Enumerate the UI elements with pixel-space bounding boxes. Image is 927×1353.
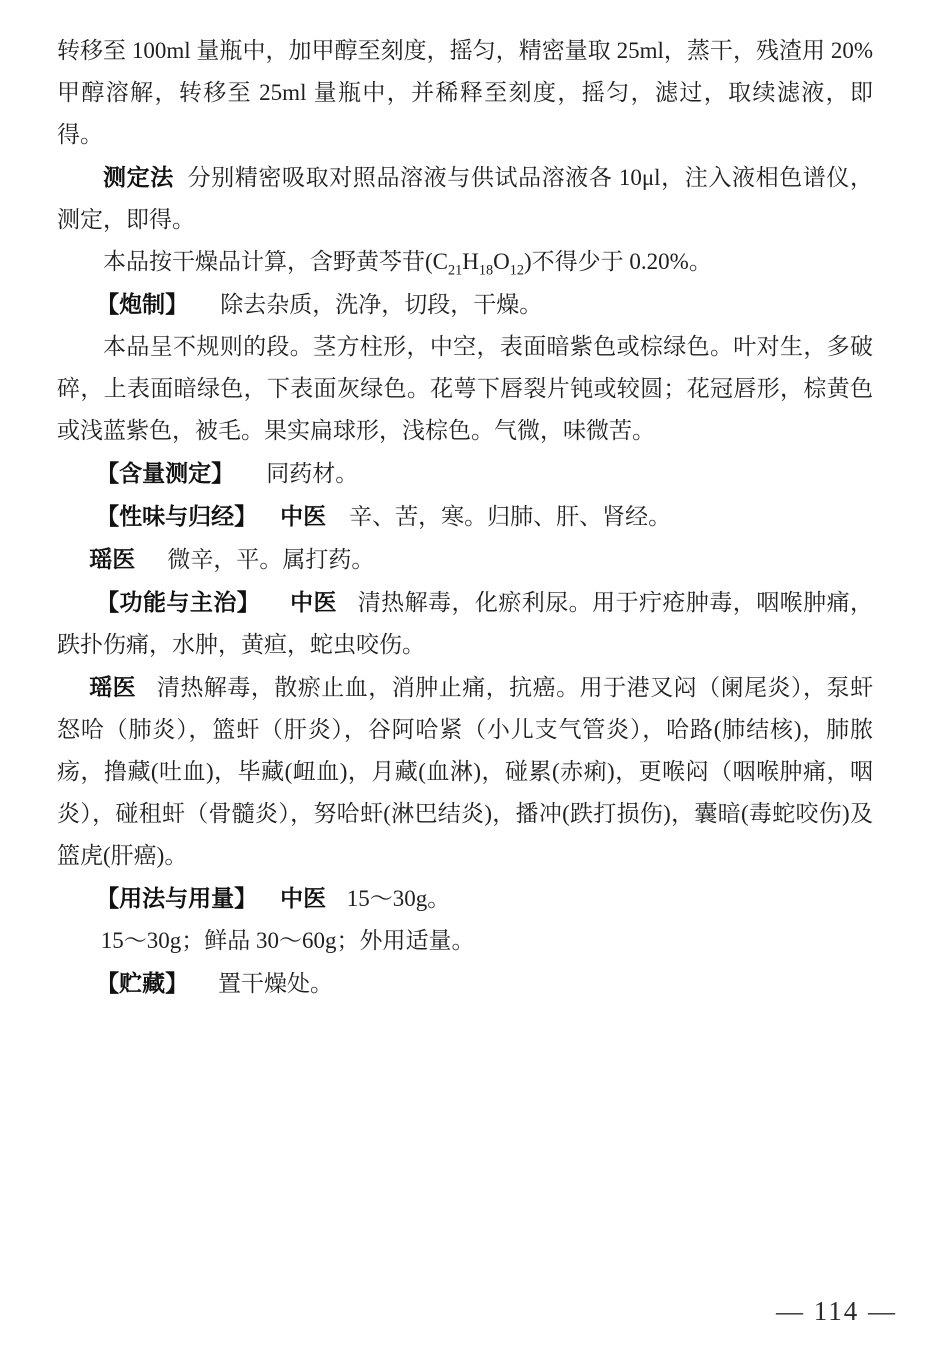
text-segment: 除去杂质，洗净，切段，干燥。: [220, 292, 543, 317]
text-segment: 微辛，平。属打药。: [167, 547, 375, 572]
section-label: 【炮制】: [96, 291, 189, 317]
text-segment: 辛、苦，寒。归肺、肝、肾经。: [349, 504, 672, 529]
property-meridian-section: [57, 495, 873, 538]
text-segment: 同药材。: [266, 461, 359, 486]
text-segment: 清热解毒，散瘀止血，消肿止痛，抗癌。用于港叉闷（阑尾炎），泵虷怒哈（肺炎），篮虷（肝炎），谷阿哈紧（小儿支气管炎），哈路(肺结核)，肺脓疡，撸藏(吐血)，毕藏(衄血)，月藏(血淋)，碰累(赤痢)，更喉闷（咽喉肿痛，咽炎），碰租虷（骨髓炎），努哈虷(淋巴结炎)，播冲(跌打损伤)，囊暗(毒蛇咬伤)及篮虎(肝癌)。: [57, 675, 874, 868]
document-body: [57, 30, 873, 1005]
text-segment: 分别精密吸取对照品溶液与供试品溶液各 10μl，注入液相色谱仪，测定，即得。: [57, 165, 873, 232]
section-label: 中医: [280, 885, 327, 911]
text-segment: 15～30g。: [346, 886, 451, 911]
section-label: 【含量测定】: [96, 460, 235, 486]
continuation-paragraph: [57, 30, 873, 156]
section-label: 中医: [280, 503, 327, 529]
yao-medicine-function-paragraph: [57, 666, 873, 877]
section-label: 中医: [290, 589, 337, 615]
function-indication-section: [57, 581, 873, 666]
section-label: 瑶医: [89, 674, 137, 700]
text-segment: 本品按干燥品计算，含野黄芩苷(C: [103, 249, 448, 274]
section-label: 【功能与主治】: [96, 589, 261, 615]
text-segment: O: [493, 249, 510, 274]
chemical-formula-subscript: 18: [478, 262, 494, 279]
dosage-section: [57, 877, 873, 920]
page-number: — 114 —: [776, 1296, 897, 1326]
storage-section: [57, 962, 873, 1005]
text-segment: 清热解毒，化瘀利尿。用于疔疮肿毒，咽喉肿痛，跌扑伤痛，水肿，黄疸，蛇虫咬伤。: [57, 590, 874, 657]
section-label: 瑶医: [89, 546, 136, 572]
yao-medicine-property-paragraph: [57, 538, 873, 581]
section-label: 【用法与用量】: [96, 885, 258, 911]
text-segment: 置干燥处。: [217, 971, 333, 996]
text-segment: H: [462, 249, 479, 274]
text-segment: 15～30g；鲜品 30～60g；外用适量。: [100, 928, 475, 953]
content-limit-paragraph: [57, 241, 873, 283]
text-segment: )不得少于 0.20%。: [524, 249, 712, 274]
assay-method-paragraph: [57, 156, 873, 241]
section-label: 【贮藏】: [96, 970, 189, 996]
section-label: 测定法: [103, 164, 174, 190]
chemical-formula-subscript: 12: [509, 262, 524, 279]
description-paragraph: [57, 326, 873, 452]
yao-dosage-paragraph: [57, 920, 873, 962]
text-segment: 转移至 100ml 量瓶中，加甲醇至刻度，摇匀，精密量取 25ml，蒸干，残渣用 20%甲醇溶解，转移至 25ml 量瓶中，并稀释至刻度，摇匀，滤过，取续滤液，即得。: [57, 38, 873, 147]
text-segment: 本品呈不规则的段。茎方柱形，中空，表面暗紫色或棕绿色。叶对生，多破碎，上表面暗绿色，下表面灰绿色。花萼下唇裂片钝或较圆；花冠唇形，棕黄色或浅蓝紫色，被毛。果实扁球形，浅棕色。气微，味微苦。: [57, 334, 873, 443]
paozhi-section: [57, 283, 873, 326]
content-determination-section: [57, 452, 873, 495]
chemical-formula-subscript: 21: [448, 262, 463, 279]
section-label: 【性味与归经】: [96, 503, 258, 529]
